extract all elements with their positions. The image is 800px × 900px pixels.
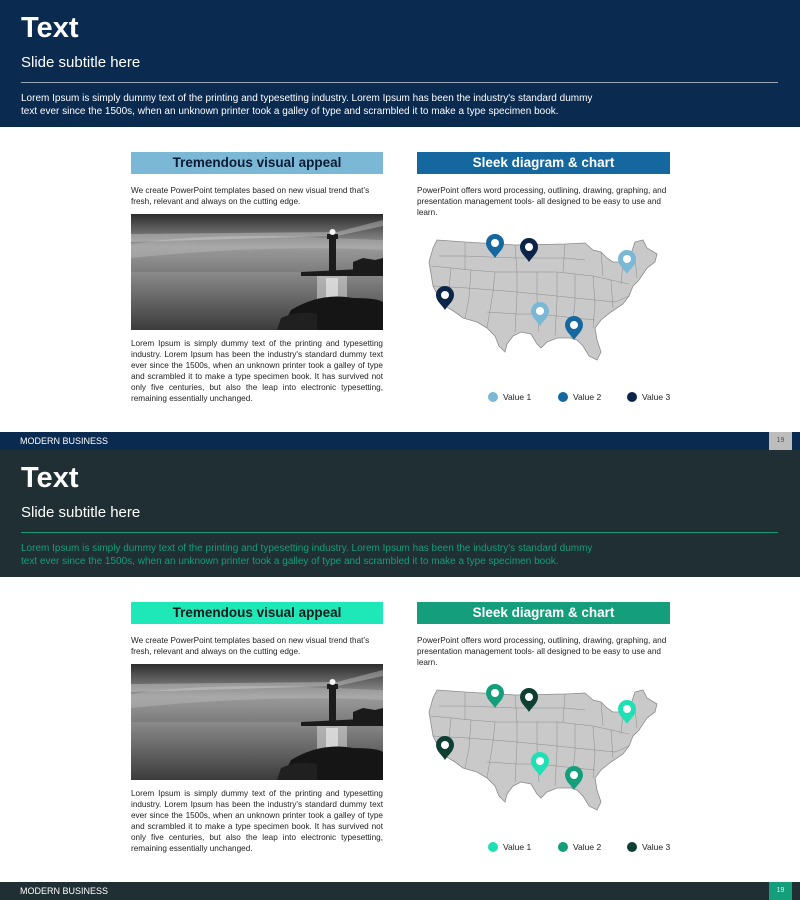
left-column-body: Lorem Ipsum is simply dummy text of the printing and typesetting industry. Lorem Ipsum has been the industry's standard dummy text ever since the 1500s, when an unknown printer took a galley of type and scrambled it to make a type specimen book. It has survived not only five centuries, but also the leap into electronic typesetting, remaining essentially unchanged. xyxy=(131,789,383,853)
right-column-heading: Sleek diagram & chart xyxy=(417,152,670,174)
legend-label: Value 3 xyxy=(642,392,671,402)
legend-label: Value 2 xyxy=(573,842,602,852)
legend-label: Value 3 xyxy=(642,842,671,852)
lighthouse-photo xyxy=(131,214,383,330)
legend-label: Value 1 xyxy=(503,842,532,852)
lighthouse-photo xyxy=(131,664,383,780)
legend-label: Value 1 xyxy=(503,392,532,402)
slide-title: Text xyxy=(21,12,79,44)
slide-header xyxy=(0,0,800,127)
left-column-heading: Tremendous visual appeal xyxy=(131,602,383,624)
footer-label: MODERN BUSINESS xyxy=(20,436,109,446)
header-intro-text: Lorem Ipsum is simply dummy text of the printing and typesetting industry. Lorem Ipsum has been the industry's standard dummy text ever since the 1500s, when an unknown printer took a galley of type and scrambled it to make a type specimen book. xyxy=(21,543,593,567)
left-column-heading: Tremendous visual appeal xyxy=(131,152,383,174)
usa-map xyxy=(425,678,665,823)
slide-footer xyxy=(0,432,800,450)
legend-label: Value 2 xyxy=(573,392,602,402)
left-column-intro: We create PowerPoint templates based on new visual trend that’s fresh, relevant and always on the cutting edge. xyxy=(131,186,370,206)
right-column-intro: PowerPoint offers word processing, outlining, drawing, graphing, and presentation management tools- all designed to be easy to use and learn. xyxy=(417,186,667,217)
legend-dot xyxy=(558,392,568,402)
right-column-intro: PowerPoint offers word processing, outlining, drawing, graphing, and presentation management tools- all designed to be easy to use and learn. xyxy=(417,636,667,667)
legend-dot xyxy=(488,392,498,402)
slide-title: Text xyxy=(21,462,79,494)
legend-dot xyxy=(627,392,637,402)
slide-footer xyxy=(0,882,800,900)
header-divider xyxy=(21,82,778,83)
slide-header xyxy=(0,450,800,577)
header-intro-text: Lorem Ipsum is simply dummy text of the printing and typesetting industry. Lorem Ipsum has been the industry's standard dummy text ever since the 1500s, when an unknown printer took a galley of type and scrambled it to make a type specimen book. xyxy=(21,93,593,117)
slide-subtitle: Slide subtitle here xyxy=(21,54,141,71)
legend-dot xyxy=(627,842,637,852)
right-column-heading: Sleek diagram & chart xyxy=(417,602,670,624)
slide-subtitle: Slide subtitle here xyxy=(21,504,141,521)
footer-label: MODERN BUSINESS xyxy=(20,886,109,896)
left-column-body: Lorem Ipsum is simply dummy text of the printing and typesetting industry. Lorem Ipsum has been the industry's standard dummy text ever since the 1500s, when an unknown printer took a galley of type and scrambled it to make a type specimen book. It has survived not only five centuries, but also the leap into electronic typesetting, remaining essentially unchanged. xyxy=(131,339,383,403)
header-divider xyxy=(21,532,778,533)
page-number: 19 xyxy=(769,432,792,450)
legend-dot xyxy=(488,842,498,852)
legend-dot xyxy=(558,842,568,852)
left-column-intro: We create PowerPoint templates based on new visual trend that’s fresh, relevant and always on the cutting edge. xyxy=(131,636,370,656)
usa-map xyxy=(425,228,665,373)
slide-2 xyxy=(0,450,800,900)
page-number: 19 xyxy=(769,882,792,900)
